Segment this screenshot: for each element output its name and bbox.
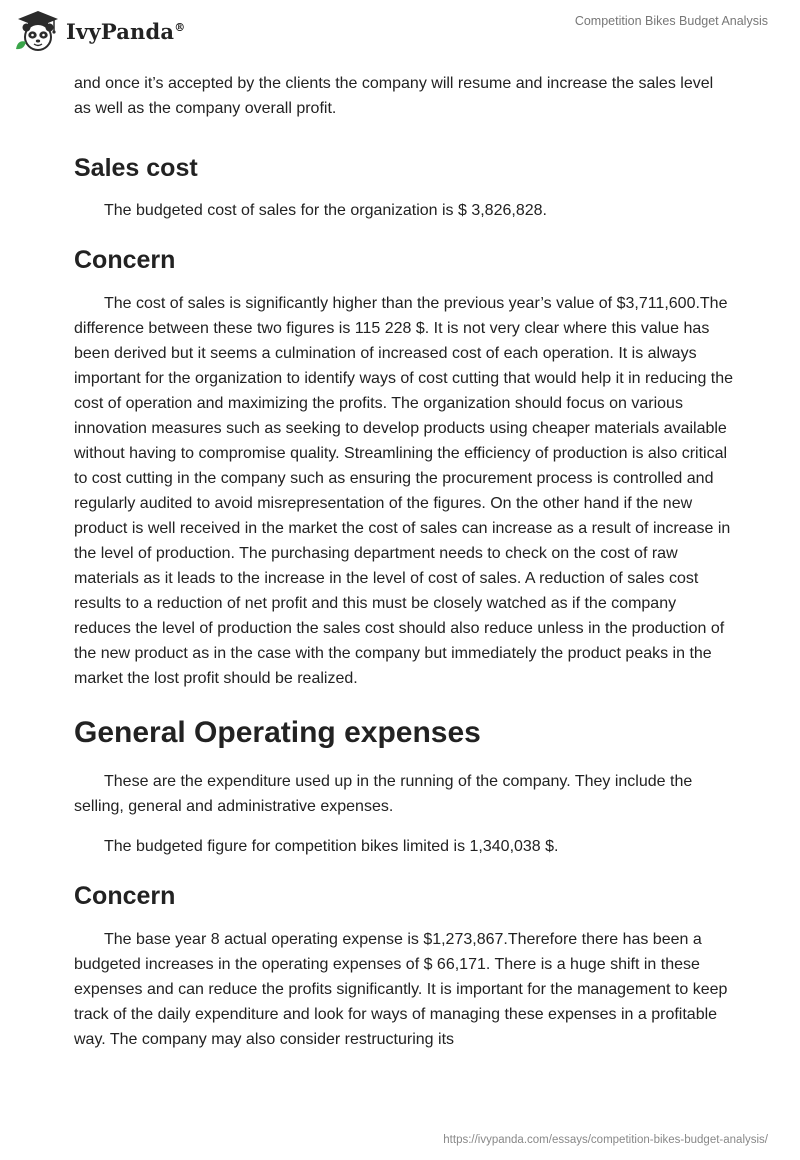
document-title: Competition Bikes Budget Analysis <box>574 14 768 28</box>
concern-heading-1: Concern <box>74 246 176 274</box>
article-content <box>74 71 734 1052</box>
sales-cost-paragraph: The budgeted cost of sales for the organization is $ 3,826,828. <box>104 202 547 219</box>
page-header <box>0 0 800 62</box>
intro-paragraph: and once it’s accepted by the clients the company will resume and increase the sales level as well as the company overall profit. <box>74 75 714 117</box>
concern-paragraph-1: The cost of sales is significantly higher than the previous year’s value of $3,711,600.The difference between these two figures is 115 228 $. It is not very clear where this value has been derived but it seems a culmination of increased cost of each operation. It is always important for the organization to identify ways of cost cutting that would help it in reducing the cost of operation and maximizing the profits. The organization should focus on various innovation measures such as seeking to develop products using cheaper materials available without having to compromise quality. Streamlining the efficiency of production is also critical to cost cutting in the company such as ensuring the procurement process is controlled and regularly audited to avoid misrepresentation of the figures. On the other hand if the new product is well received in the market the cost of sales can increase as a result of increase in the level of production. The purchasing department needs to check on the cost of raw materials as it leads to the increase in the level of cost of sales. A reduction of sales cost results to a reduction of net profit and this must be closely watched as if the company reduces the level of production the sales cost should also reduce unless in the production of the new product as in the case with the company but immediately the product peaks in the market the lost profit should be realized. <box>74 295 734 687</box>
sales-cost-heading: Sales cost <box>74 154 198 182</box>
general-operating-paragraph-2: The budgeted figure for competition bikes limited is 1,340,038 $. <box>104 838 559 855</box>
footer-url[interactable]: https://ivypanda.com/essays/competition-bikes-budget-analysis/ <box>443 1134 768 1146</box>
concern-paragraph-2: The base year 8 actual operating expense is $1,273,867.Therefore there has been a budgeted increases in the operating expenses of $ 66,171. There is a huge shift in these expenses and can reduce the profits significantly. It is important for the management to keep track of the daily expenditure and look for ways of managing these expenses in a profitable way. The company may also consider restructuring its <box>74 931 728 1048</box>
logo[interactable] <box>14 9 185 53</box>
logo-text: IvyPanda® <box>66 18 186 44</box>
general-operating-paragraph-1: These are the expenditure used up in the running of the company. They include the selling, general and administrative expenses. <box>74 773 693 815</box>
general-operating-heading: General Operating expenses <box>74 716 481 749</box>
panda-logo-icon <box>14 9 62 53</box>
concern-heading-2: Concern <box>74 882 176 910</box>
